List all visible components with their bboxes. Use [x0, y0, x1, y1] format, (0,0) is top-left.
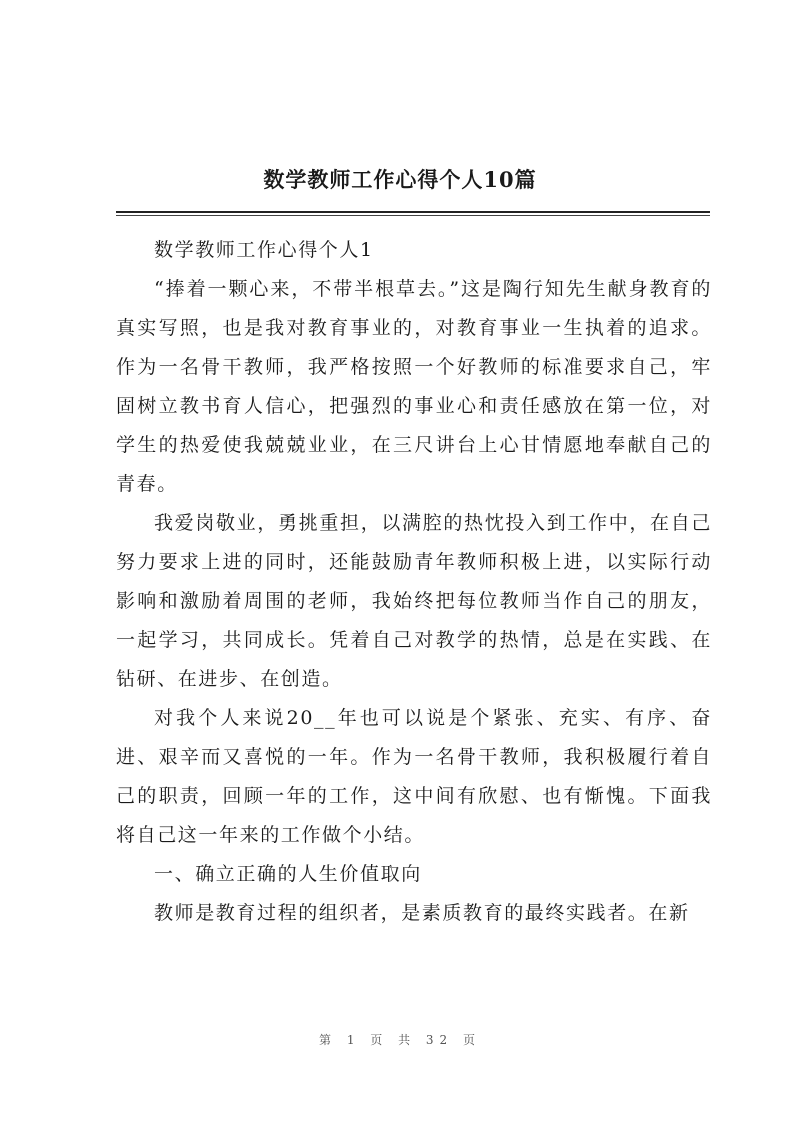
- paragraph: 我爱岗敬业，勇挑重担，以满腔的热忱投入到工作中，在自己努力要求上进的同时，还能鼓励青年教师积极上进，以实际行动影响和激励着周围的老师，我始终把每位教师当作自己的朋友，一起学习，共同成长。凭着自己对教学的热情，总是在实践、在钻研、在进步、在创造。: [116, 512, 712, 690]
- paragraph: “捧着一颗心来，不带半根草去。”这是陶行知先生献身教育的真实写照，也是我对教育事业的，对教育事业一生执着的追求。作为一名骨干教师，我严格按照一个好教师的标准要求自己，牢固树立教书育人信心，把强烈的事业心和责任感放在第一位，对学生的热爱使我兢兢业业，在三尺讲台上心甘情愿地奉献自己的青春。: [116, 278, 712, 495]
- title-rule: [116, 211, 710, 213]
- document-title: 数学教师工作心得个人10篇: [263, 167, 537, 192]
- section-heading: 数学教师工作心得个人1: [154, 239, 374, 261]
- paragraph: 教师是教育过程的组织者，是素质教育的最终实践者。在新: [154, 902, 690, 924]
- paragraph: 对我个人来说20__年也可以说是个紧张、充实、有序、奋进、艰辛而又喜悦的一年。作为一名骨干教师，我积极履行着自己的职责，回顾一年的工作，这中间有欣慰、也有惭愧。下面我将自己这一年来的工作做个小结。: [116, 707, 712, 846]
- document-body: [116, 231, 712, 933]
- title-rule-thin: [116, 215, 710, 216]
- section-heading: 一、确立正确的人生价值取向: [154, 863, 422, 885]
- page-footer: 第 1 页 共 32 页: [319, 1033, 481, 1047]
